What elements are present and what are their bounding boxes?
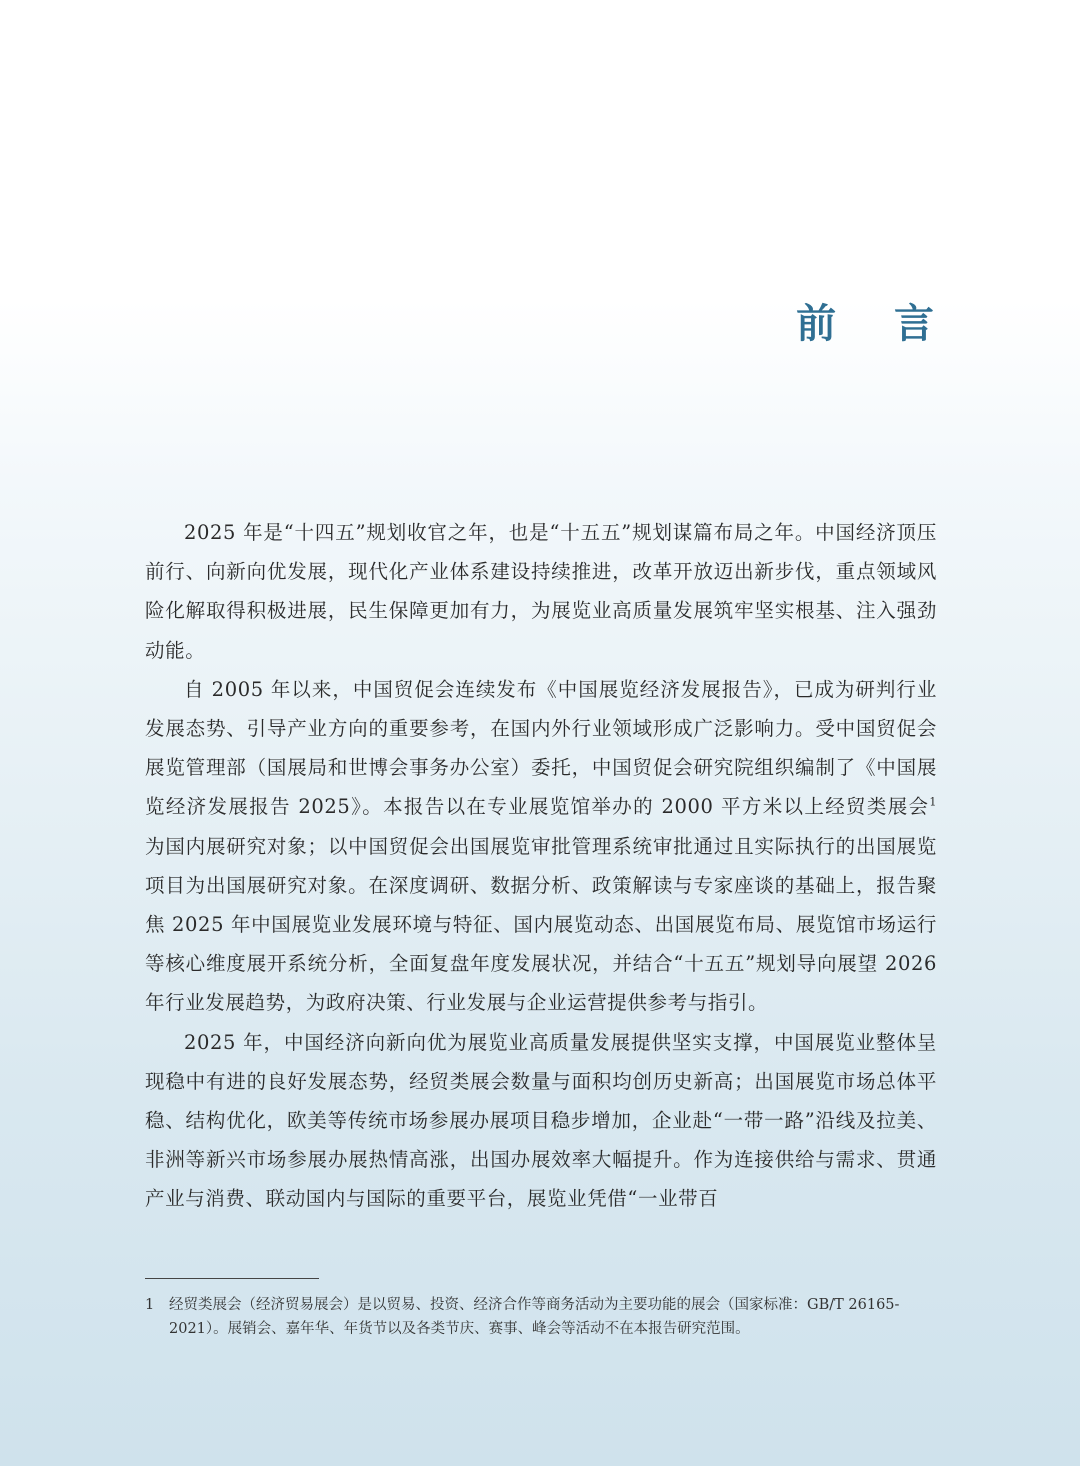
footnote-reference: 1 (929, 795, 937, 809)
paragraph-2-text-before-note: 自 2005 年以来，中国贸促会连续发布《中国展览经济发展报告》，已成为研判行业发展态势、引导产业方向的重要参考，在国内外行业领域形成广泛影响力。受中国贸促会展览管理部（国展局和世博会事务办公室）委托，中国贸促会研究院组织编制了《中国展览经济发展报告 2025》。本报告以在专业展览馆举办的 2000 平方米以上经贸类展会 (145, 677, 937, 819)
paragraph-1: 2025 年是“十四五”规划收官之年，也是“十五五”规划谋篇布局之年。中国经济顶压前行、向新向优发展，现代化产业体系建设持续推进，改革开放迈出新步伐，重点领域风险化解取得积极进展，民生保障更加有力，为展览业高质量发展筑牢坚实根基、注入强劲动能。 (145, 521, 937, 662)
body-text (145, 513, 937, 1219)
footnote-divider (145, 1278, 319, 1279)
footnote-text: 经贸类展会（经济贸易展会）是以贸易、投资、经济合作等商务活动为主要功能的展会（国家标准：GB/T 26165-2021）。展销会、嘉年华、年货节以及各类节庆、赛事、峰会等活动不在本报告研究范围。 (169, 1297, 900, 1337)
paragraph-3: 2025 年，中国经济向新向优为展览业高质量发展提供坚实支撑，中国展览业整体呈现稳中有进的良好发展态势，经贸类展会数量与面积均创历史新高；出国展览市场总体平稳、结构优化，欧美等传统市场参展办展项目稳步增加，企业赴“一带一路”沿线及拉美、非洲等新兴市场参展办展热情高涨，出国办展效率大幅提升。作为连接供给与需求、贯通产业与消费、联动国内与国际的重要平台，展览业凭借“一业带百 (145, 1030, 937, 1211)
paragraph-2 (145, 670, 937, 1023)
footnote-number: 1 (145, 1297, 155, 1313)
page-title: 前 言 (796, 301, 956, 347)
paragraph-2-text-after-note: 为国内展研究对象；以中国贸促会出国展览审批管理系统审批通过且实际执行的出国展览项目为出国展研究对象。在深度调研、数据分析、政策解读与专家座谈的基础上，报告聚焦 2025 年中国展览业发展环境与特征、国内展览动态、出国展览布局、展览馆市场运行等核心维度展开系统分析，全面复盘年度发展状况，并结合“十五五”规划导向展望 2026 年行业发展趋势，为政府决策、行业发展与企业运营提供参考与指引。 (145, 834, 937, 1015)
footnote (145, 1293, 937, 1341)
